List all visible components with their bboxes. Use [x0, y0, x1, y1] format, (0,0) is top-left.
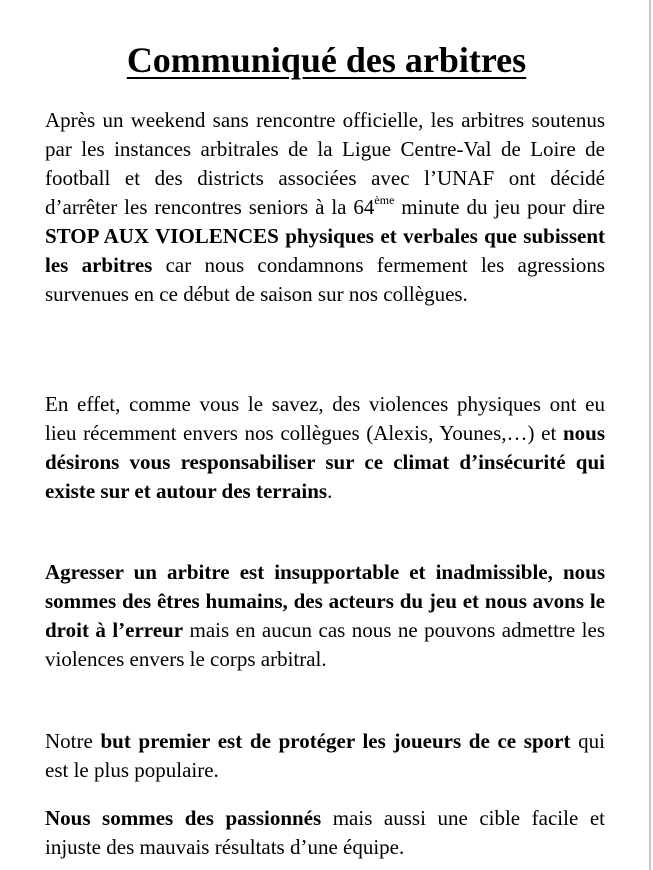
superscript-text: ème	[374, 192, 395, 207]
bold-text: nous désirons vous responsabiliser sur ce climat d’insécurité qui existe sur et autour des terrains	[45, 421, 605, 503]
bold-text: Nous sommes des passionnés	[45, 806, 322, 830]
text-run: mais aussi une cible facile et injuste des mauvais résultats d’une équipe.	[45, 806, 605, 859]
text-run: Notre	[45, 729, 101, 753]
text-run: En effet, comme vous le savez, des violences physiques ont eu lieu récemment envers nos collègues (Alexis, Younes,…) et	[45, 392, 605, 445]
text-run: car nous condamnons fermement les agressions survenues en ce début de saison sur nos collègues.	[45, 253, 605, 306]
paragraph-stop-violences	[45, 106, 605, 309]
text-run: mais en aucun cas nous ne pouvons admettre les violences envers le corps arbitral.	[45, 618, 605, 671]
paragraph-passionnes	[45, 804, 605, 862]
text-run: .	[327, 479, 333, 503]
bold-text: but premier est de protéger les joueurs de ce sport	[100, 729, 571, 753]
text-run: Après un weekend sans rencontre officielle, les arbitres soutenus par les instances arbitrales de la Ligue Centre-Val de Loire de football et des districts associées avec l’UNAF ont décidé d’arrêter les rencontres seniors à la 64	[45, 108, 605, 219]
paragraph-but-premier	[45, 727, 605, 785]
document-title: Communiqué des arbitres	[126, 40, 527, 80]
text-run: minute du jeu pour dire	[394, 195, 606, 219]
page-edge-divider	[649, 0, 651, 870]
bold-text: Agresser un arbitre est insupportable et inadmissible, nous sommes des êtres humains, des acteurs du jeu et nous avons le droit à l’erreur	[45, 560, 605, 642]
bold-text: STOP AUX VIOLENCES physiques et verbales que subissent les arbitres	[45, 224, 605, 277]
paragraph-violences-recentes	[45, 390, 605, 506]
text-run: qui est le plus populaire.	[45, 729, 605, 782]
paragraph-agresser-arbitre	[45, 558, 605, 674]
